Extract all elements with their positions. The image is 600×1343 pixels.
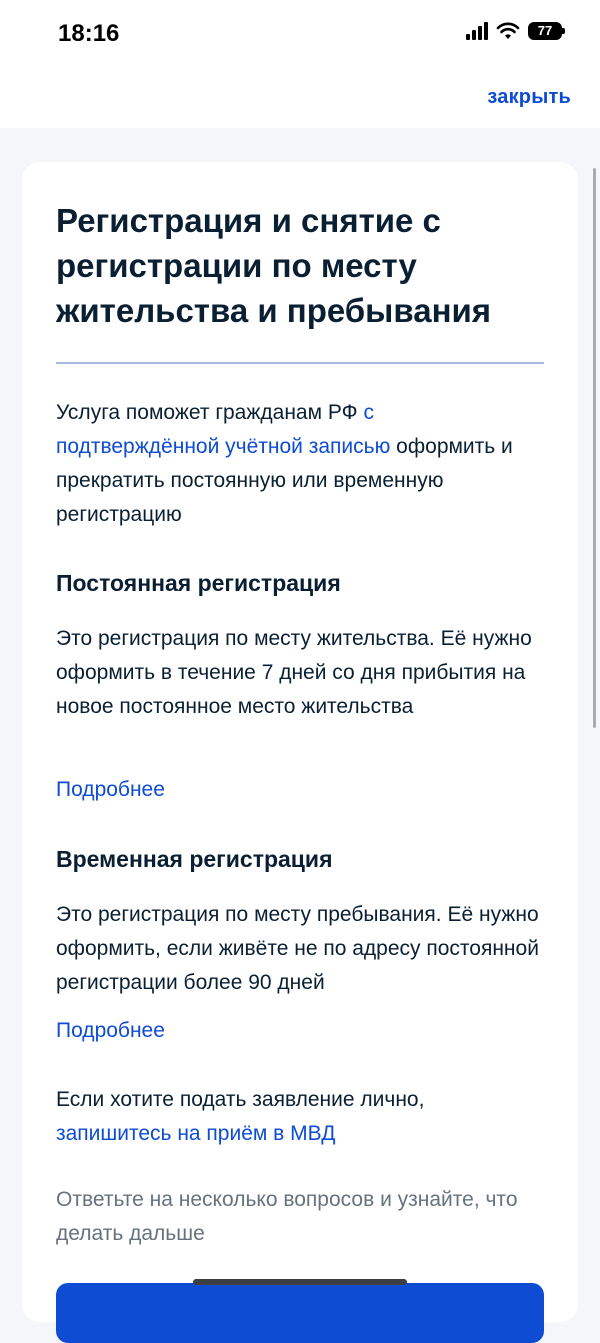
close-link[interactable]: закрыть <box>487 86 571 108</box>
scrollbar[interactable] <box>593 168 596 728</box>
battery-icon: 77 <box>528 22 562 40</box>
intro-text-end: оформить и прекратить постоянную или временную регистрацию <box>56 435 513 526</box>
divider <box>56 362 544 364</box>
in-person-text-start: Если хотите подать заявление лично, <box>56 1088 425 1111</box>
page-title: Регистрация и снятие с регистрации по месту жительства и пребывания <box>56 202 492 329</box>
home-indicator <box>193 1279 407 1285</box>
in-person-text <box>56 1083 542 1151</box>
temporary-registration-text: Это регистрация по месту пребывания. Её нужно оформить, если живёте не по адресу постоянной регистрации более 90 дней <box>56 903 539 994</box>
service-card <box>22 162 578 1322</box>
top-bar <box>0 70 600 128</box>
start-button[interactable] <box>56 1283 544 1343</box>
permanent-registration-text: Это регистрация по месту жительства. Её нужно оформить в течение 7 дней со дня прибытия на новое постоянное место жительства <box>56 627 532 718</box>
wifi-icon <box>496 22 520 40</box>
verified-account-link[interactable]: с подтверждённой учётной записью <box>56 401 391 458</box>
temporary-more-link[interactable]: Подробнее <box>56 1019 165 1042</box>
intro-text-start: Услуга поможет гражданам РФ <box>56 401 364 424</box>
status-bar <box>0 0 600 70</box>
cellular-signal-icon <box>466 22 488 40</box>
intro-text <box>56 396 542 532</box>
status-time: 18:16 <box>58 20 120 47</box>
status-icons <box>466 22 562 40</box>
hint-text: Ответьте на несколько вопросов и узнайте, что делать дальше <box>56 1188 518 1245</box>
temporary-registration-heading: Временная регистрация <box>56 846 333 872</box>
mvd-appointment-link[interactable]: запишитесь на приём в МВД <box>56 1122 336 1145</box>
permanent-more-link[interactable]: Подробнее <box>56 778 165 801</box>
permanent-registration-heading: Постоянная регистрация <box>56 570 341 596</box>
